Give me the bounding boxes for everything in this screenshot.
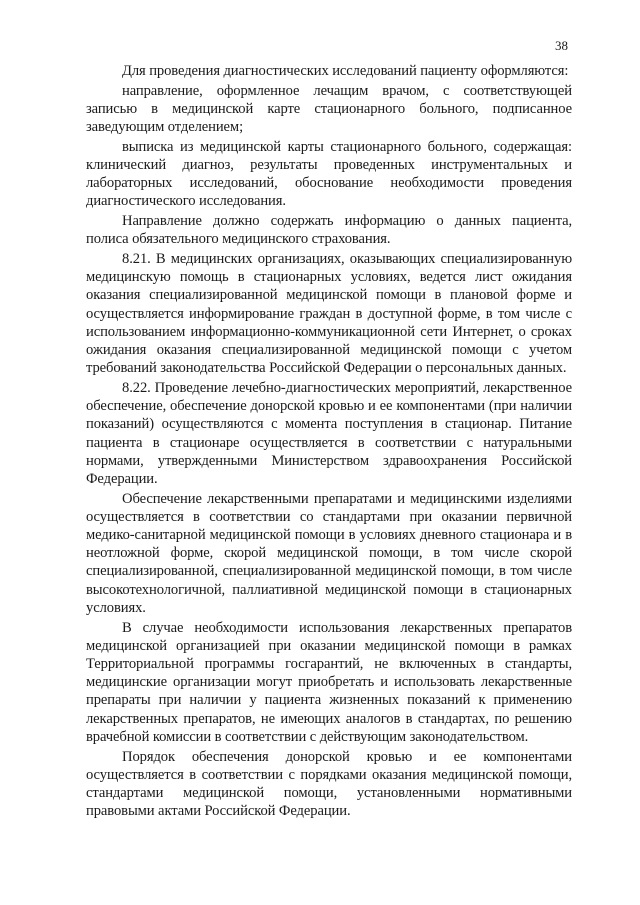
paragraph-extract-item: выписка из медицинской карты стационарного больного, содержащая: клинический диагноз, результаты проведенных инструментальных и лабораторных исследований, обоснование необходимости проведения диагностического исследования. <box>86 138 572 210</box>
paragraph-section-8-21: 8.21. В медицинских организациях, оказывающих специализированную медицинскую помощь в стационарных условиях, ведется лист ожидания оказания специализированной медицинской помощи в плановой форме и осуществляется информирование граждан в доступной форме, в том числе с использованием информационно-коммуникационной сети Интернет, о сроках ожидания оказания специализированной медицинской помощи с учетом требований законодательства Российской Федерации о персональных данных. <box>86 251 572 377</box>
paragraph-blood-supply: Порядок обеспечения донорской кровью и ее компонентами осуществляется в соответствии с порядками оказания медицинской помощи, стандартами медицинской помощи, установленными нормативными правовыми актами Российской Федерации. <box>86 748 572 820</box>
page-number: 38 <box>555 38 568 53</box>
paragraph-section-8-22: 8.22. Проведение лечебно-диагностических мероприятий, лекарственное обеспечение, обеспечение донорской кровью и ее компонентами (при наличии показаний) осуществляются с момента поступления в стационар. Питание пациента в стационаре осуществляется в соответствии с натуральными нормами, утвержденными Министерством здравоохранения Российской Федерации. <box>86 379 572 487</box>
document-body <box>86 62 572 822</box>
paragraph-drug-supply: Обеспечение лекарственными препаратами и медицинскими изделиями осуществляется в соответствии со стандартами при оказании первичной медико-санитарной медицинской помощи в условиях дневного стационара и в неотложной форме, скорой медицинской помощи, в том числе скорой специализированной, специализированной медицинской помощи, в том числе высокотехнологичной, паллиативной медицинской помощи в стационарных условиях. <box>86 490 572 616</box>
paragraph-diagnostic-referral-intro: Для проведения диагностических исследований пациенту оформляются: <box>122 63 569 79</box>
paragraph-referral-item: направление, оформленное лечащим врачом, с соответствующей записью в медицинской карте стационарного больного, подписанное заведующим отделением; <box>86 82 572 136</box>
paragraph-referral-contents: Направление должно содержать информацию о данных пациента, полиса обязательного медицинского страхования. <box>86 213 572 248</box>
paragraph-non-standard-drugs: В случае необходимости использования лекарственных препаратов медицинской организацией при оказании медицинской помощи в рамках Территориальной программы госгарантий, не включенных в стандарты, медицинские организации могут приобретать и использовать лекарственные препараты при наличии у пациента жизненных показаний к применению лекарственных препаратов, не имеющих аналогов в стандартах, по решению врачебной комиссии в соответствии с действующим законодательством. <box>86 619 572 745</box>
